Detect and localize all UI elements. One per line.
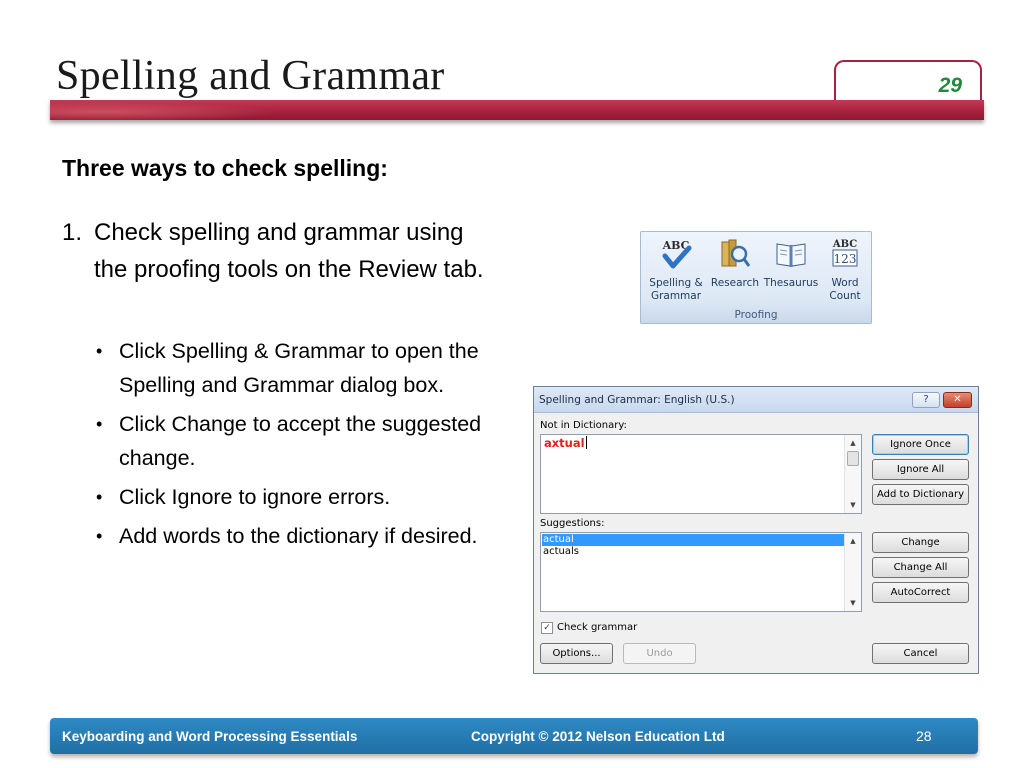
bullet-text: Click Change to accept the suggested change. xyxy=(119,412,482,470)
bullet-text: Add words to the dictionary if desired. xyxy=(119,524,478,548)
spelling-label-2: Grammar xyxy=(650,290,702,302)
bullet-list xyxy=(96,334,496,558)
subheading: Three ways to check spelling: xyxy=(62,155,388,181)
research-label: Research xyxy=(710,277,760,289)
checkmark-icon: ✓ xyxy=(543,623,551,633)
bullet-item xyxy=(96,407,496,475)
research-icon xyxy=(718,236,752,270)
suggestions-scrollbar[interactable] xyxy=(844,533,861,611)
bullet-dot-icon: • xyxy=(96,414,103,434)
footer-page-number: 28 xyxy=(916,728,932,744)
title-bar xyxy=(50,100,984,120)
scroll-thumb[interactable] xyxy=(847,451,859,466)
not-in-dictionary-scrollbar[interactable] xyxy=(844,435,861,513)
dialog-title-bar[interactable] xyxy=(534,387,978,413)
page-tab-number: 29 xyxy=(938,74,962,97)
bullet-item xyxy=(96,334,496,402)
proofing-group-label: Proofing xyxy=(734,309,778,321)
item-text: Check spelling and grammar using the proofing tools on the Review tab. xyxy=(94,219,484,283)
footer-course-title: Keyboarding and Word Processing Essentials xyxy=(62,729,358,744)
word-count-icon xyxy=(828,236,862,270)
check-grammar-checkbox[interactable] xyxy=(541,622,553,634)
options-button[interactable]: Options... xyxy=(540,643,613,664)
word-count-label-2: Count xyxy=(829,290,861,302)
svg-text:ABC: ABC xyxy=(662,239,690,252)
bullet-text: Click Spelling & Grammar to open the Spelling and Grammar dialog box. xyxy=(119,339,479,397)
check-grammar-label[interactable]: Check grammar xyxy=(557,622,638,633)
page-tab xyxy=(834,60,982,104)
item-number: 1. xyxy=(62,219,83,246)
slide-title: Spelling and Grammar xyxy=(56,53,445,99)
bullet-dot-icon: • xyxy=(96,526,103,546)
bullet-item xyxy=(96,480,496,514)
not-in-dictionary-label: Not in Dictionary: xyxy=(540,420,627,431)
spelling-grammar-button[interactable] xyxy=(644,232,708,303)
numbered-item-1 xyxy=(62,214,502,288)
spelling-label-1: Spelling & xyxy=(649,277,703,289)
bullet-dot-icon: • xyxy=(96,341,103,361)
word-count-button[interactable] xyxy=(820,232,870,303)
footer-copyright: Copyright © 2012 Nelson Education Ltd xyxy=(471,729,725,744)
suggestions-label: Suggestions: xyxy=(540,518,605,529)
undo-button[interactable]: Undo xyxy=(623,643,696,664)
close-icon: ✕ xyxy=(953,394,962,405)
spelling-check-icon xyxy=(659,236,693,270)
ignore-once-button[interactable]: Ignore Once xyxy=(872,434,969,455)
scroll-down-icon[interactable]: ▼ xyxy=(850,501,856,509)
help-button[interactable] xyxy=(912,392,940,408)
cancel-button[interactable]: Cancel xyxy=(872,643,969,664)
svg-text:ABC: ABC xyxy=(832,239,858,250)
not-in-dictionary-textbox[interactable] xyxy=(540,434,862,514)
thesaurus-icon xyxy=(774,236,808,270)
misspelled-word: axtual xyxy=(544,436,585,450)
add-to-dictionary-button[interactable]: Add to Dictionary xyxy=(872,484,969,505)
dialog-title: Spelling and Grammar: English (U.S.) xyxy=(539,394,735,406)
scroll-up-icon[interactable]: ▲ xyxy=(850,537,856,545)
research-button[interactable] xyxy=(708,232,762,290)
ignore-all-button[interactable]: Ignore All xyxy=(872,459,969,480)
footer-bar xyxy=(50,718,978,754)
bullet-dot-icon: • xyxy=(96,487,103,507)
bullet-item xyxy=(96,519,496,553)
autocorrect-button[interactable]: AutoCorrect xyxy=(872,582,969,603)
scroll-down-icon[interactable]: ▼ xyxy=(850,599,856,607)
scroll-up-icon[interactable]: ▲ xyxy=(850,439,856,447)
suggestion-item[interactable]: actual xyxy=(542,534,844,546)
change-all-button[interactable]: Change All xyxy=(872,557,969,578)
svg-text:123: 123 xyxy=(833,252,857,266)
change-button[interactable]: Change xyxy=(872,532,969,553)
suggestion-item[interactable]: actuals xyxy=(543,546,580,557)
thesaurus-label: Thesaurus xyxy=(763,277,819,289)
text-caret xyxy=(586,436,587,449)
word-count-label-1: Word xyxy=(831,277,859,289)
bullet-text: Click Ignore to ignore errors. xyxy=(119,485,391,509)
help-icon: ? xyxy=(923,394,929,405)
close-button[interactable] xyxy=(943,392,972,408)
thesaurus-button[interactable] xyxy=(762,232,820,290)
proofing-ribbon-group xyxy=(640,231,872,324)
spelling-grammar-dialog xyxy=(533,386,979,674)
suggestions-list[interactable] xyxy=(540,532,862,612)
